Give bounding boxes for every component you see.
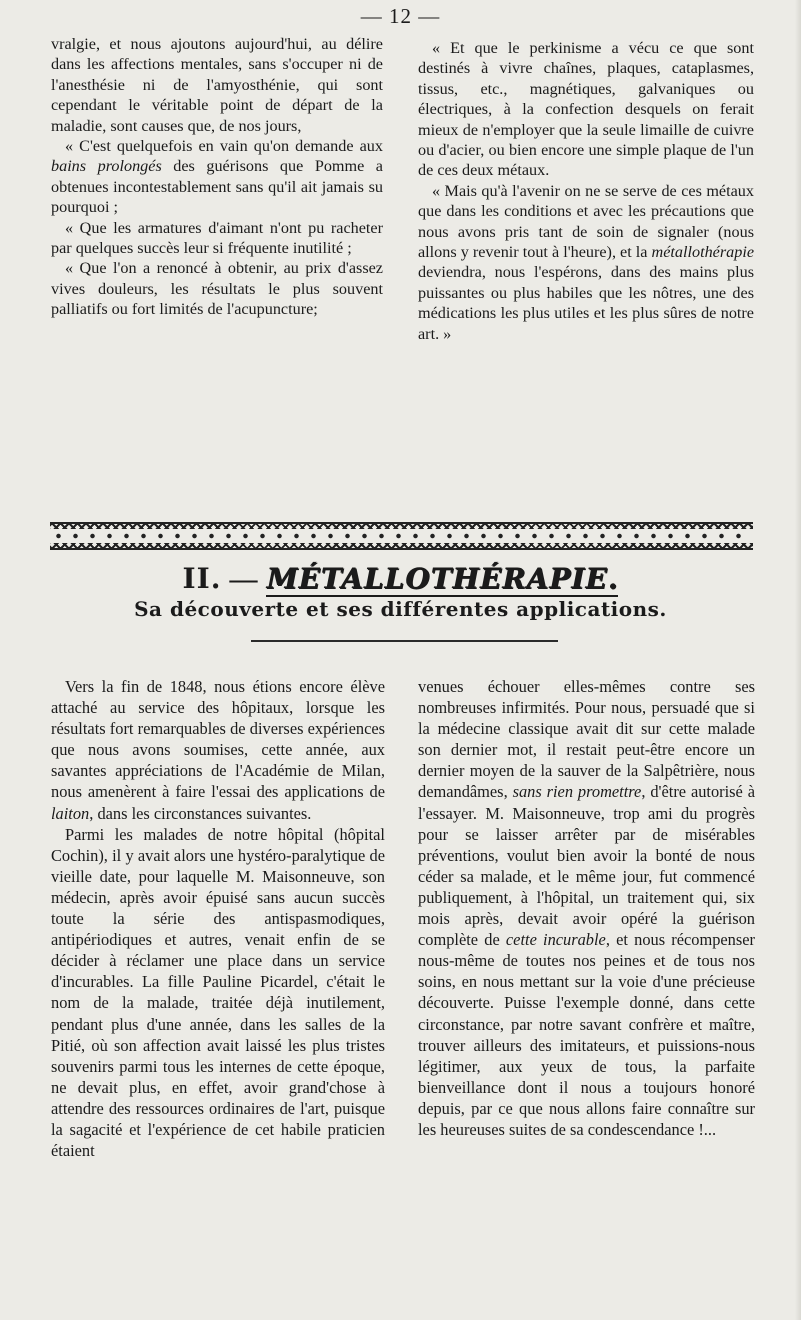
ornamental-border — [50, 522, 753, 550]
page-number: — 12 — — [360, 4, 441, 28]
text-run: , et nous récompenser nous-même de toutes nos peines et de tous nos soins, en nous mettant sur la voie d'une précieuse découverte. Puisse l'exemple donné, dans cette circonstance, par notre savant confrère et maître, trouver ailleurs des imitateurs, et puissions-nous légitimer, aux yeux de tous, la parfaite bienveillance dont il nous a toujours honoré depuis, par ce que nous allons faire connaître sur les heureuses suites de sa condescendance !... — [418, 930, 755, 1139]
italic-text: laiton — [51, 803, 90, 823]
heading-dash: — — [221, 564, 267, 595]
bottom-right-column — [418, 676, 755, 1140]
paragraph — [418, 676, 755, 1140]
ornamental-border-inner — [50, 529, 753, 543]
text-run: « Mais qu'à l'avenir on ne se serve de ces métaux que dans les conditions et avec les précautions que nous avons pris tant de soin de signaler (nous allons y revenir tout à l'heure), et la — [418, 181, 754, 262]
italic-text: cette incurable — [505, 930, 606, 950]
paragraph: vralgie, et nous ajoutons aujourd'hui, au délire dans les affections mentales, sans s'occuper ni de l'anesthésie ni de l'amyosthénie, qui sont cependant le véritable point de départ de la maladie, sont causes que, de nos jours, — [51, 35, 383, 135]
italic-text: bains prolongés — [51, 157, 162, 176]
top-right-column — [418, 38, 754, 344]
text-run: « C'est quelquefois en vain qu'on demande aux — [65, 137, 383, 156]
divider-rule — [251, 640, 558, 642]
paragraph — [418, 181, 754, 344]
paragraph: Parmi les malades de notre hôpital (hôpital Cochin), il y avait alors une hystéro-paralytique de vieille date, pour laquelle M. Maisonneuve, son médecin, après avoir épuisé sans aucun succès toute la série des antispasmodiques, antipériodiques et autres, venait enfin de se décider à réclamer une place dans un service d'incurables. La fille Pauline Picardel, c'était le nom de la malade, traitée déjà inutilement, pendant plus d'une année, dans les salles de la Pitié, où son affection avait laissé les plus tristes souvenirs parmi tous les internes de cette époque, ne devait plus, en effet, avoir grand'chose à attendre des ressources ordinaires de l'art, puisque la sagacité et l'expérience de cet habile praticien étaient — [51, 824, 385, 1161]
bottom-left-column — [51, 676, 385, 1161]
italic-text: sans rien promettre — [512, 782, 642, 802]
section-number: II. — [182, 562, 222, 595]
section-heading — [0, 562, 801, 596]
top-left-column — [51, 34, 383, 320]
paragraph: « Que l'on a renoncé à obtenir, au prix d'assez vives douleurs, les résultats le plus souvent palliatifs ou fort limités de l'acupuncture; — [51, 259, 383, 319]
text-run: des guérisons que Pomme a obtenues incontestablement sans qu'il ait jamais su pourquoi ; — [51, 157, 383, 217]
text-run: , d'être autorisé à l'essayer. M. Maisonneuve, trop ami du progrès pour se laisser arrêter par de misérables préventions, voulut bien avoir la bonté de nous céder sa malade, et le même jour, fut commencé publiquement, à l'hôpital, un traitement qui, six mois après, devait avoir opéré la guérison complète de — [418, 782, 756, 950]
paragraph — [51, 136, 383, 218]
text-run: , dans les circonstances suivantes. — [89, 803, 312, 823]
text-run: venues échouer elles-mêmes contre ses nombreuses infirmités. Pour nous, persuadé que si la médecine classique avait dit sur cette malade son dernier mot, il restait peut-être encore un dernier moyen de la sauver de la Salpêtrière, nous demandâmes, — [418, 677, 755, 802]
text-run: deviendra, nous l'espérons, dans des mains plus puissantes ou plus habiles que les nôtres, une des médications les plus utiles et les plus sûres de notre art. » — [418, 263, 754, 343]
italic-text: métallothérapie — [651, 243, 755, 262]
text-run: Vers la fin de 1848, nous étions encore élève attaché au service des hôpitaux, lorsque les résultats fort remarquables de diverses expériences que nous avons soumises, cette année, aux savantes appréciations de l'Académie de Milan, nous amenèrent à faire l'essai des applications de — [51, 677, 385, 802]
section-title: MÉTALLOTHÉRAPIE. — [266, 562, 619, 595]
paragraph: « Et que le perkinisme a vécu ce que sont destinés à vivre chaînes, plaques, cataplasmes, tissus, etc., magnétiques, galvaniques ou électriques, à la confection desquels on ferait mieux de n'employer que la seule limaille de cuivre ou d'acier, ou bien encore une simple plaque de l'un de ces deux métaux. — [418, 39, 754, 180]
page-edge-shadow — [795, 0, 801, 1320]
paragraph — [51, 676, 385, 824]
section-subtitle: Sa découverte et ses différentes applications. — [134, 597, 667, 621]
paragraph: « Que les armatures d'aimant n'ont pu racheter par quelques succès leur si fréquente inutilité ; — [51, 218, 383, 258]
